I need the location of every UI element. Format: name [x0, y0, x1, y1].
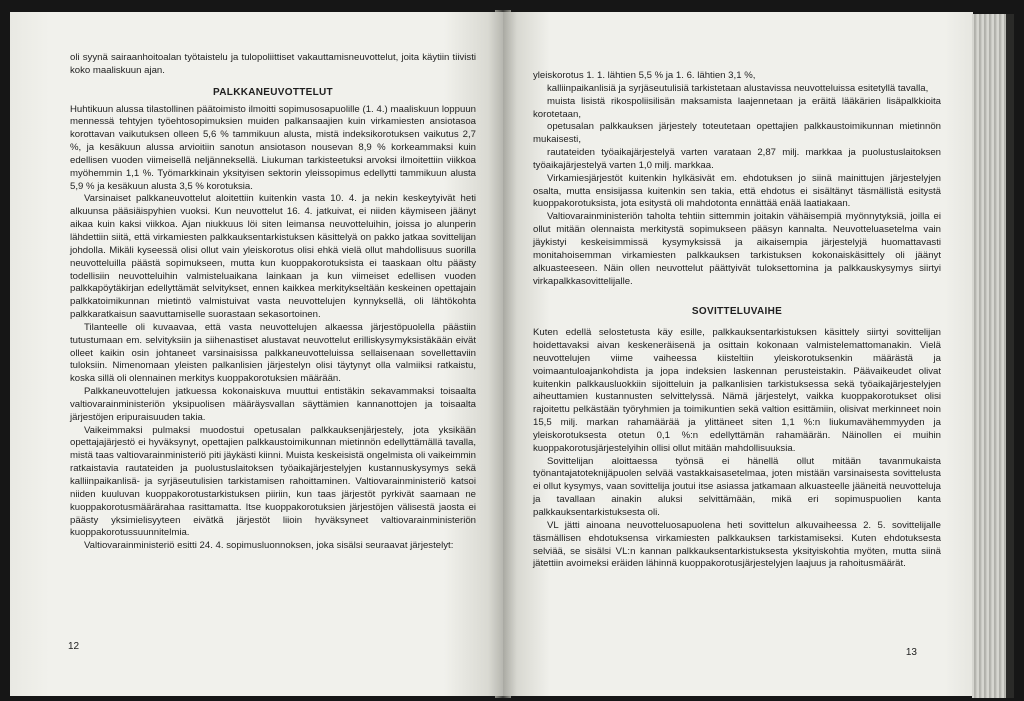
page-number: 13	[905, 647, 917, 658]
left-text-column	[70, 52, 476, 553]
list-item: rautateiden työaikajärjestelyä varten varataan 2,87 milj. markkaa ja puolustuslaitoksen työaikajärjestelyä varten 1,0 milj. markkaa.	[533, 147, 941, 171]
list-item: kalliinpaikanlisiä ja syrjäseutulisiä tarkistetaan alustavissa neuvotteluissa esitetyllä tavalla,	[547, 82, 929, 94]
paragraph: Kuten edellä selostetusta käy esille, palkkauksentarkistuksen käsittely siirtyi sovittelijan hoidettavaksi aivan keskeneräisenä ja osittain kokonaan valmistelemattomanakin. Vielä neuvottelujen viime vaiheessa kiisteltiin yleiskorotuksenkin määrästä ja voimaantuloajankohdista ja jopa indeksien laskennan perusteistakin. Päävaikeudet olivat kuitenkin palkkausluokkiin sijoitteluin ja palkanlisien tarkistuksessa sekä työaikajärjestelyjen aiheuttamien kustannusten selvittelyssä. Nämä järjestelyt, vaikka kuoppakorotukset olisi rajoitettu pelkästään työryhmien ja toimikuntien sekä valtion esittämiin, olisivat merkinneet noin 15,5 milj. markan rahamäärää ja ylittäneet siten 1,1 %:n liukumavähemmyyden ja yleiskorotuksesta otetun 0,1 %:n edellyttämän rahamäärän. Näinollen ei muihin kuoppakorotusjärjestelyihin ollisi ollut mitään mahdollisuuksia.	[533, 327, 941, 454]
paragraph: Virkamiesjärjestöt kuitenkin hylkäsivät em. ehdotuksen jo siinä mainittujen järjestelyjen osalta, mutta ensisijassa kuitenkin sen takia, että ehdotus ei sisältänyt täsmällistä esitystä kuoppakorotuksista, jota esitystä oli mahdotonta ennättää enää laatiakaan.	[533, 172, 941, 210]
paragraph: Sovittelijan aloittaessa työnsä ei hänellä ollut mitään tavanmukaista työnantajatoteknijäpuolen selvää vastakkaisasetelmaa, joten mistään varsinaisesta sovittelusta ei ollut kysymys, vaan sovittelija joutui itse asiassa jatkamaan alkuasteelle jääneitä neuvotteluja ja tavallaan ainakin aluksi selvittämään, mikä eri sopimuspuolien kanta palkkauksentarkistuksesta oli.	[533, 455, 941, 518]
paragraph: Valtiovarainministeriö esitti 24. 4. sopimusluonnoksen, joka sisälsi seuraavat järjestelyt:	[84, 540, 454, 552]
page-number: 12	[68, 641, 80, 652]
paragraph: Palkkaneuvottelujen jatkuessa kokonaiskuva muuttui entistäkin sekavammaksi toisaalta valtiovarainministeriön yksipuolisen määräysvallan säyttämien kannanottojen ja toisaalta järjestöjen eripuraisuuden takia.	[70, 386, 476, 423]
paragraph: Varsinaiset palkkaneuvottelut aloitettiin kuitenkin vasta 10. 4. ja nekin keskeytyivät heti alkuunsa pääsiäispyhien vuoksi. Kun neuvottelut 16. 4. jatkuivat, ei niiden käymiseen jäänyt aikaa kuin kaksi viikkoa. Ajan niukkuus löi siten leimansa neuvotteluihin, joissa jo alunperin lähdettiin siitä, että virkamiesten palkkauksentarkistuksen käsittelyä on pakko jatkaa sovittelijan johdolla. Mikäli kyseessä olisi ollut vain yleiskorotus olisi ehkä vielä ollut mahdollisuus suorilla neuvotteluilla päästä sopimukseen, mutta kun kuoppakorotuksista ei taaskaan oltu päästy todellisiin neuvotteluihin valmisteluaikana lainkaan ja kun viimeiset edellisen vuoden palkkapöytäkirjan edellyttämät selvitykset, ennen kaikkea merkitykseltään keskeinen opettajain palkkatoimikunnan mietintö valmistuivat vasta neuvottelujen kynnyksellä, oli lähtökohta palkkaratkaisun saavuttamiselle suorastaan sekasortoinen.	[70, 193, 476, 321]
paragraph: VL jätti ainoana neuvotteluosapuolena heti sovittelun alkuvaiheessa 2. 5. sovittelijalle täsmällisen ehdotuksensa virkamiesten palkkauksen tarkistamiseksi. Kuten ehdotuksesta selviää, se sisälsi VL:n kannan palkkauksentarkistuksesta yksityiskohtia myöten, mutta siinä jätettiin avoimeksi eräiden lähinnä kuoppakorotusjärjestelyjen laajuus ja rahoitusmäärät.	[533, 519, 941, 570]
section-heading-sovitteluvaihe: SOVITTELUVAIHE	[691, 306, 783, 318]
paragraph: oli syynä sairaanhoitoalan työtaistelu ja tulopoliittiset vakauttamisneuvottelut, joita käytiin tiivisti koko maaliskuun ajan.	[70, 52, 476, 76]
section-heading-palkkaneuvottelut: PALKKANEUVOTTELUT	[213, 86, 333, 98]
right-text-column	[533, 70, 941, 571]
paragraph: Huhtikuun alussa tilastollinen päätoimisto ilmoitti sopimusosapuolille (1. 4.) maaliskuun loppuun mennessä tehtyjen työehtosopimuksien muiden palkansaajien kuin virkamiesten ansiotasoa korottavan vaikutuksen olleen 5,6 % tammikuun alusta, mistä indeksikorotuksen vaikutus 2,7 %, ja kesäkuun alussa arvioitiin sanotun ansiotason nousevan 8,9 % korkeammaksi kuin edellisen vuoden viimeisellä neljänneksellä. Liukuman tarkisteetuksi arvoksi ilmoitettiin viikkoa myöhemmin 1,1 %. Työmarkkinain yksityisen sektorin yleissopimus edellytti tammikuun alusta 5,9 % ja kesäkuun alusta 3,5 % korotuksia.	[70, 103, 476, 192]
page-edges	[972, 14, 1014, 698]
paragraph: Valtiovarainministeriön taholta tehtiin sittemmin joitakin vähäisempiä myönnytyksiä, joilla ei ollut mitään olennaista merkitystä sopimukseen pääsyn kannalta. Neuvotteluasetelma vain jäykistyi keskeisimmissä kysymyksissä ja aikaisempia järjestelyjä huomattavasti monitahoisemman virkamiesten palkkauksen tarkistuksen kokonaiskäsittely oli jäänyt alkuasteeseen. Näin ollen neuvottelut päättyivät tuloksettomina ja palkkauskysymys siirtyi virkapalkkasovittelijalle.	[533, 211, 941, 287]
list-item: muista lisistä rikospoliisilisän maksamista laajennetaan ja eräitä lääkärien lisäpalkkioita korotetaan,	[533, 95, 941, 120]
left-page	[10, 12, 503, 696]
paragraph: Tilanteelle oli kuvaavaa, että vasta neuvottelujen alkaessa järjestöpuolella päästiin tutustumaan em. selvityksiin ja siihenastiset alustavat neuvottelut erilliskysymyksistäkään eivät olleet kaikin osin johtaneet varsinaisissa palkkaneuvotteluissa sellaisenaan sovellettaviin tuloksiin. Nimenomaan yleisten palkanlisien järjestelyn olisi täytynyt olla valmiiksi ratkaistu, koska sillä oli olennainen merkitys kuoppakorotuksien määrään.	[70, 321, 476, 385]
list-item: yleiskorotus 1. 1. lähtien 5,5 % ja 1. 6. lähtien 3,1 %,	[533, 70, 756, 81]
list-item: opetusalan palkkauksen järjestely toteutetaan opettajien palkkaustoimikunnan mietinnön mukaisesti,	[533, 121, 941, 146]
right-page	[503, 12, 973, 696]
paragraph: Vaikeimmaksi pulmaksi muodostui opetusalan palkkauksenjärjestely, jota yksikään opettajajärjestö ei hyväksynyt, opettajien palkkaustoimikunnan mietinnön edellyttämällä tavalla, mistä taas valtiovarainministeriö piti jäykästi kiinni. Muista keskeisistä ongelmista oli vaikeimmin ratkaistavia rautateiden ja puolustuslaitoksen työaikajärjestelyjen kustannuskysymys sekä kalliinpaikanlisä- ja syrjäseutulisien tarkistamisen rahoittaminen. Valtiovarainministeriö katsoi niiden kuuluvan kuoppakorotustarkistuksen piiriin, kun taas järjestöt pyrkivät saamaan ne kuoppakorotusmäärärahaa rasittamatta. Itse kuoppakorotuksien järjestöjen välisestä jaosta ei päästy yksimielisyyteen eivätkä järjestöt liioin hyväksyneet valtiovarainministeriön kuoppakorotussuunnitelmia.	[70, 424, 476, 539]
